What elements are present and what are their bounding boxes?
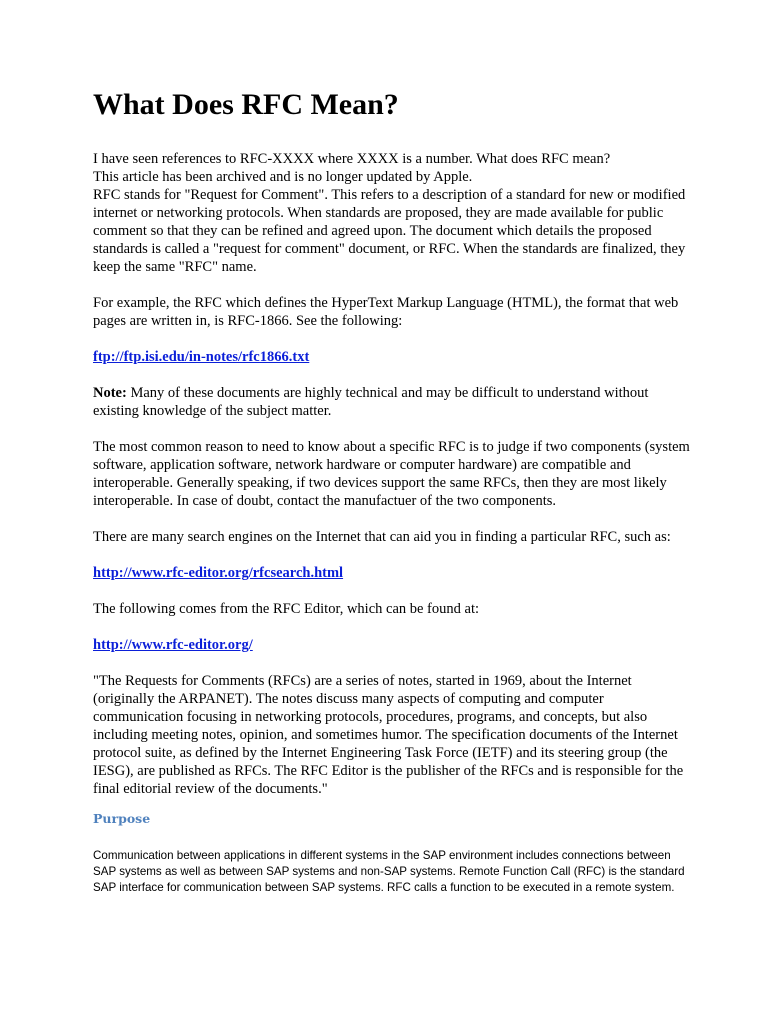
rfc-editor-quote: "The Requests for Comments (RFCs) are a series of notes, started in 1969, about the Internet (originally the ARPANET). The notes discuss many aspects of computing and computer communication focusing in networking protocols, procedures, programs, and concepts, but also including meeting notes, opinion, and sometimes humor. The specification documents of the Internet protocol suite, as defined by the Internet Engineering Task Force (IETF) and its steering group (the IESG), are published as RFCs. The RFC Editor is the publisher of the RFCs and is responsible for the final editorial review of the documents." (93, 673, 684, 797)
note-paragraph (93, 384, 693, 420)
rfcsearch-link-paragraph (93, 564, 693, 582)
document-title: What Does RFC Mean? (93, 88, 399, 121)
rfc-editor-link-paragraph (93, 636, 693, 654)
document-content (93, 86, 693, 896)
rfc1866-link[interactable]: ftp://ftp.isi.edu/in-notes/rfc1866.txt (93, 349, 310, 365)
example-paragraph: For example, the RFC which defines the HyperText Markup Language (HTML), the format that web pages are written in, is RFC-1866. See the following: (93, 295, 679, 329)
archive-notice: This article has been archived and is no longer updated by Apple. (93, 169, 473, 185)
rfc-definition-paragraph: RFC stands for "Request for Comment". This refers to a description of a standard for new or modified internet or networking protocols. When standards are proposed, they are made available for public comment so that they can be refined and agreed upon. The document which details the proposed standards is called a "request for comment" document, or RFC. When the standards are finalized, they keep the same "RFC" name. (93, 187, 686, 275)
purpose-heading: Purpose (93, 811, 151, 826)
intro-question: I have seen references to RFC-XXXX where XXXX is a number. What does RFC mean? (93, 151, 611, 167)
rfc-editor-intro-paragraph: The following comes from the RFC Editor, which can be found at: (93, 601, 480, 617)
compatibility-paragraph: The most common reason to need to know about a specific RFC is to judge if two components (system software, application software, network hardware or computer hardware) are compatible and interoperable. Generally speaking, if two devices support the same RFCs, then they are most likely interoperable. In case of doubt, contact the manufactuer of the two components. (93, 439, 690, 509)
rfc-editor-link[interactable]: http://www.rfc-editor.org/ (93, 637, 253, 653)
rfc1866-link-paragraph (93, 348, 693, 366)
search-engines-paragraph: There are many search engines on the Internet that can aid you in finding a particular RFC, such as: (93, 529, 671, 545)
rfcsearch-link[interactable]: http://www.rfc-editor.org/rfcsearch.html (93, 565, 344, 581)
note-label: Note: (93, 385, 127, 401)
note-text: Many of these documents are highly technical and may be difficult to understand without existing knowledge of the subject matter. (93, 385, 649, 419)
purpose-paragraph: Communication between applications in different systems in the SAP environment includes connections between SAP systems as well as between SAP systems and non-SAP systems. Remote Function Call (RFC) is the standard SAP interface for communication between SAP systems. RFC calls a function to be executed in a remote system. (93, 849, 685, 894)
